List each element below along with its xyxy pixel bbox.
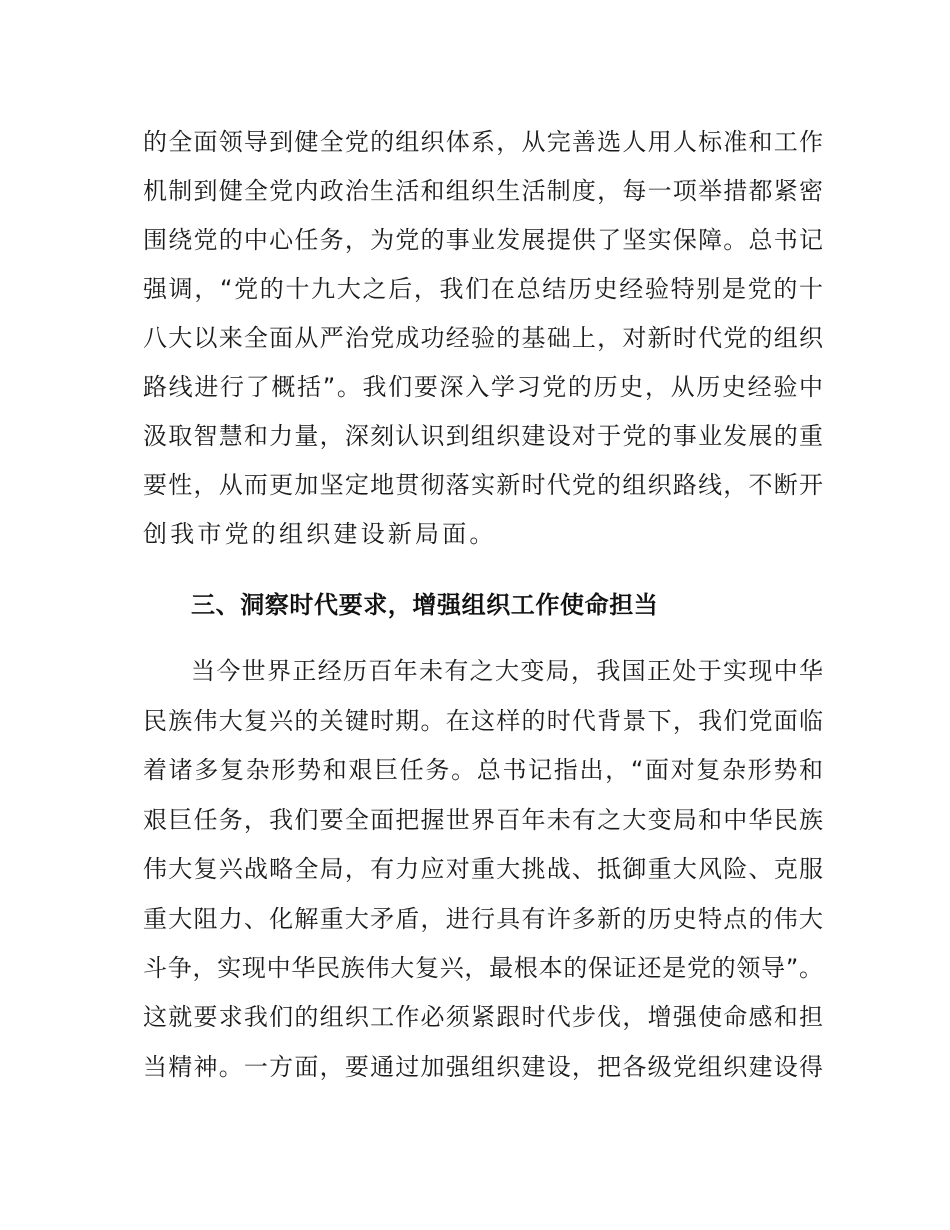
paragraph-1-line-4: 强调，“党的十九大之后，我们在总结历史经验特别是党的十	[143, 275, 823, 303]
paragraph-2-line-7: 斗争，实现中华民族伟大复兴，最根本的保证还是党的领导”。	[143, 954, 823, 982]
paragraph-2-line-1: 当今世界正经历百年未有之大变局，我国正处于实现中华	[191, 657, 823, 685]
paragraph-2-line-8: 这就要求我们的组织工作必须紧跟时代步伐，增强使命感和担	[143, 1003, 823, 1031]
paragraph-1-line-1: 的全面领导到健全党的组织体系，从完善选人用人标准和工作	[143, 128, 823, 156]
paragraph-1-line-2: 机制到健全党内政治生活和组织生活制度，每一项举措都紧密	[143, 177, 823, 205]
paragraph-1-line-5: 八大以来全面从严治党成功经验的基础上，对新时代党的组织	[143, 324, 823, 352]
paragraph-1-line-6: 路线进行了概括”。我们要深入学习党的历史，从历史经验中	[143, 373, 823, 401]
section-heading: 三、洞察时代要求，增强组织工作使命担当	[191, 591, 659, 619]
paragraph-2-line-4: 艰巨任务，我们要全面把握世界百年未有之大变局和中华民族	[143, 806, 823, 834]
paragraph-2-line-6: 重大阻力、化解重大矛盾，进行具有许多新的历史特点的伟大	[143, 905, 823, 933]
paragraph-2-line-2: 民族伟大复兴的关键时期。在这样的时代背景下，我们党面临	[143, 707, 823, 735]
paragraph-1-line-9: 创我市党的组织建设新局面。	[143, 520, 497, 548]
paragraph-2-line-5: 伟大复兴战略全局，有力应对重大挑战、抵御重大风险、克服	[143, 855, 823, 883]
paragraph-1-line-8: 要性，从而更加坚定地贯彻落实新时代党的组织路线，不断开	[143, 471, 823, 499]
paragraph-2-line-3: 着诸多复杂形势和艰巨任务。总书记指出，“面对复杂形势和	[143, 756, 823, 784]
paragraph-2-line-9: 当精神。一方面，要通过加强组织建设，把各级党组织建设得	[143, 1053, 823, 1081]
paragraph-1-line-3: 围绕党的中心任务，为党的事业发展提供了坚实保障。总书记	[143, 226, 823, 254]
paragraph-1-line-7: 汲取智慧和力量，深刻认识到组织建设对于党的事业发展的重	[143, 422, 823, 450]
